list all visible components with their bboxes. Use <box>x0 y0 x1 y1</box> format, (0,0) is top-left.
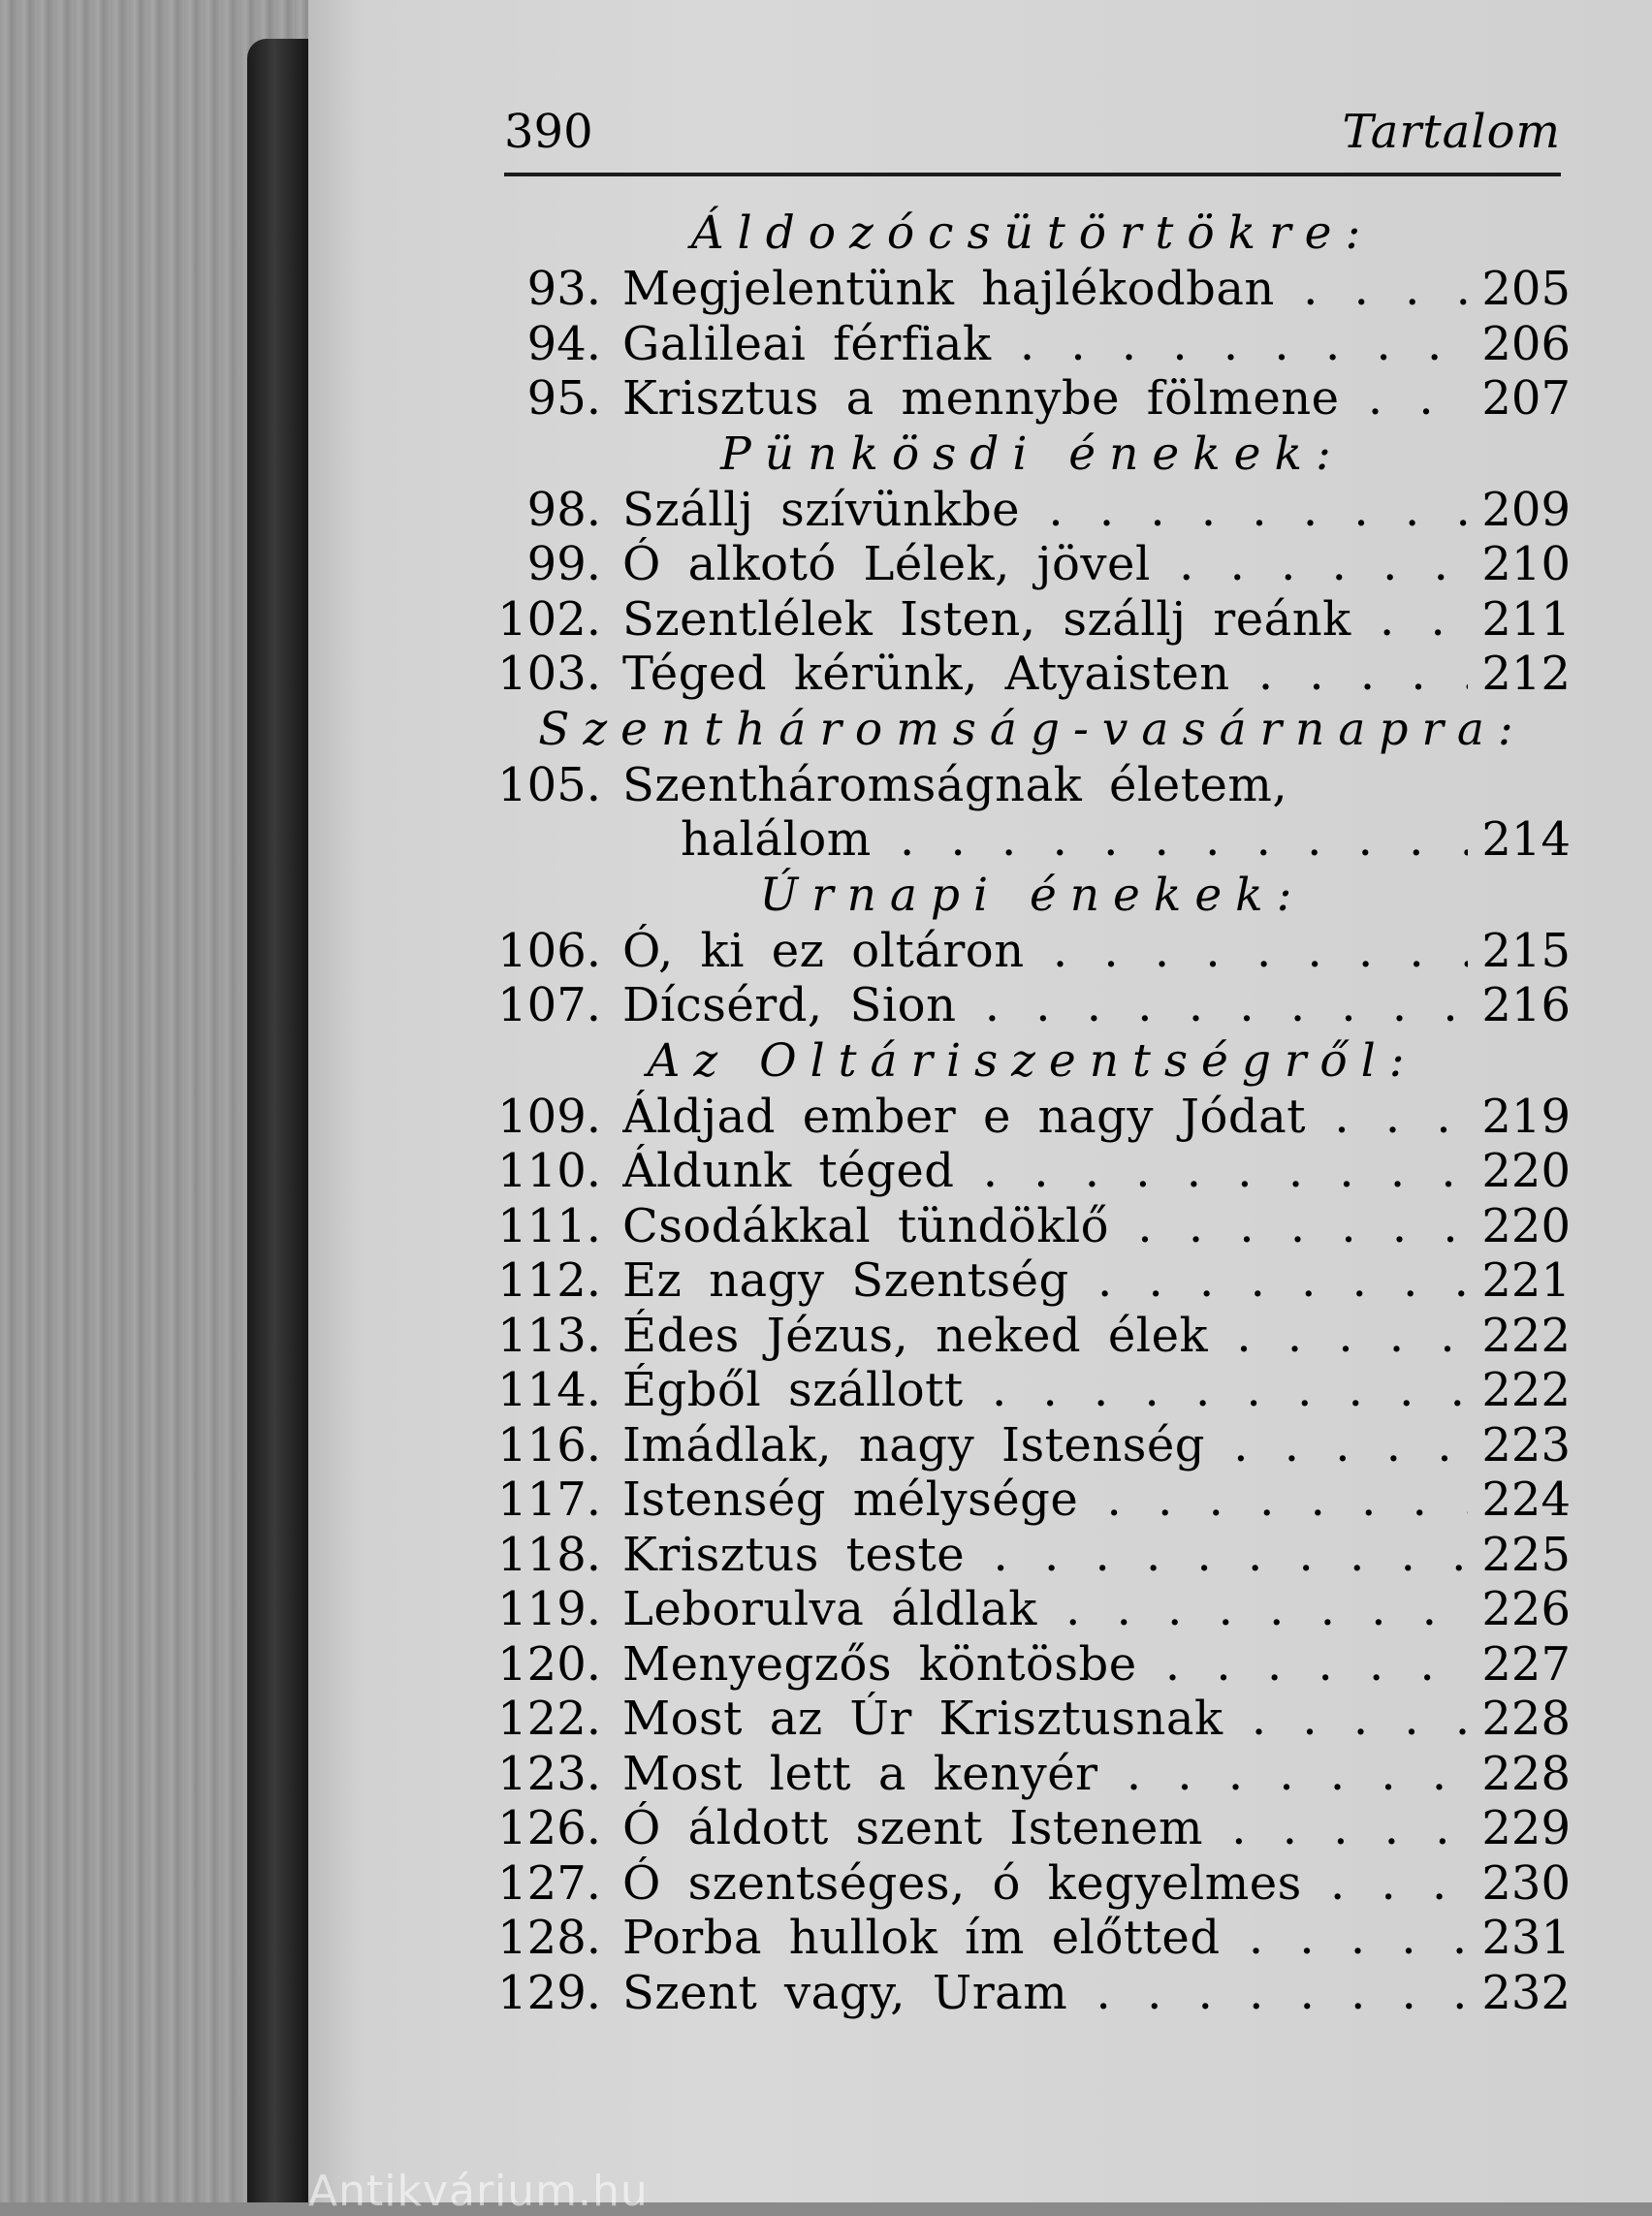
toc-entry <box>494 1144 1571 1199</box>
page-reference: 227 <box>1481 1636 1571 1692</box>
page-reference: 232 <box>1481 1965 1571 2020</box>
page-reference: 206 <box>1481 316 1571 371</box>
hymn-title: Ez nagy Szentség . . . <box>622 1253 1468 1308</box>
hymn-number: 113. <box>497 1308 601 1363</box>
hymn-number: 103. <box>497 647 601 701</box>
hymn-number: 120. <box>497 1636 601 1692</box>
toc-entry <box>494 1637 1571 1693</box>
page-reference: 228 <box>1481 1692 1571 1746</box>
hymn-number: 114. <box>497 1363 601 1417</box>
hymn-number: 116. <box>497 1417 601 1472</box>
page-header <box>504 105 1561 176</box>
hymn-title: Szentlélek Isten, szállj reánk . . . <box>622 592 1468 647</box>
hymn-number: 106. <box>497 923 601 978</box>
toc-entry <box>494 1528 1571 1583</box>
page-reference: 222 <box>1481 1363 1571 1417</box>
toc-entry <box>494 1582 1571 1637</box>
hymn-number: 128. <box>497 1911 601 1965</box>
hymn-title: Menyegzős köntösbe . . . <box>622 1637 1468 1692</box>
hymn-title: Krisztus teste . . . <box>622 1528 1468 1582</box>
hymn-title: Szentháromságnak életem, <box>622 757 1288 812</box>
hymn-title: Csodákkal tündöklő . . . <box>622 1199 1468 1253</box>
hymn-number: 129. <box>497 1965 601 2020</box>
hymn-title: Ó szentséges, ó kegyelmes . . . <box>622 1856 1468 1911</box>
page-reference: 212 <box>1481 647 1571 701</box>
hymn-title: Krisztus a mennybe fölmene . . . <box>622 371 1468 426</box>
hymn-number: 127. <box>497 1855 601 1911</box>
page-reference: 225 <box>1481 1527 1571 1582</box>
toc-entry <box>494 647 1571 702</box>
hymn-number: 123. <box>497 1746 601 1801</box>
table-of-contents <box>494 206 1571 2020</box>
toc-entry <box>494 924 1571 979</box>
hymn-title: Megjelentünk hajlékodban . . . <box>622 262 1468 316</box>
page-reference: 220 <box>1481 1144 1571 1198</box>
page-reference: 215 <box>1481 923 1571 978</box>
page-reference: 214 <box>1481 812 1571 867</box>
page-number: 390 <box>504 105 593 159</box>
hymn-number: 111. <box>497 1198 601 1253</box>
running-title: Tartalom <box>1342 105 1561 159</box>
hymn-number: 110. <box>497 1144 601 1198</box>
hymn-title: Szállj szívünkbe . . . <box>622 483 1468 537</box>
hymn-title-continuation: halálom . . . <box>681 812 1468 867</box>
toc-entry <box>494 483 1571 538</box>
toc-entry <box>494 592 1571 648</box>
toc-entry <box>494 1692 1571 1747</box>
page-reference: 221 <box>1481 1253 1571 1308</box>
page-reference: 211 <box>1481 591 1571 647</box>
hymn-number: 117. <box>497 1472 601 1527</box>
toc-entry <box>494 1472 1571 1528</box>
section-heading: Áldozócsütörtökre: <box>690 206 1375 260</box>
page-reference: 223 <box>1481 1417 1571 1472</box>
page-reference: 222 <box>1481 1308 1571 1363</box>
section-heading: Az Oltáriszentségről: <box>647 1033 1418 1088</box>
toc-entry <box>494 537 1571 592</box>
hymn-title: Szent vagy, Uram . . . <box>622 1966 1468 2020</box>
hymn-number: 118. <box>497 1527 601 1582</box>
toc-entry <box>494 1253 1571 1309</box>
hymn-title: Áldunk téged . . . <box>622 1144 1468 1198</box>
toc-entry <box>494 1747 1571 1802</box>
toc-entry <box>494 1199 1571 1254</box>
hymn-title: Porba hullok ím előtted . . . <box>622 1911 1468 1965</box>
toc-entry <box>494 1309 1571 1364</box>
hymn-title: Égből szállott . . . <box>622 1363 1468 1417</box>
page-reference: 230 <box>1481 1855 1571 1911</box>
page-reference: 210 <box>1481 537 1571 591</box>
toc-entry <box>494 1966 1571 2021</box>
hymn-number: 107. <box>497 978 601 1032</box>
toc-entry-continuation <box>494 812 1571 868</box>
hymn-title: Áldjad ember e nagy Jódat . . . <box>622 1090 1468 1144</box>
page-reference: 209 <box>1481 482 1571 537</box>
hymn-number: 95. <box>526 371 601 426</box>
hymn-number: 98. <box>526 482 601 537</box>
toc-entry <box>494 978 1571 1033</box>
page-reference: 224 <box>1481 1472 1571 1527</box>
toc-entry <box>494 317 1571 372</box>
section-heading: Pünkösdi énekek: <box>720 427 1345 481</box>
hymn-title: Ó, ki ez oltáron . . . <box>622 924 1468 978</box>
page-reference: 207 <box>1481 371 1571 426</box>
hymn-title: Ó áldott szent Istenem . . . <box>622 1801 1468 1855</box>
hymn-number: 119. <box>497 1582 601 1636</box>
section-heading: Úrnapi énekek: <box>759 868 1306 922</box>
hymn-title: Istenség mélysége . . . <box>622 1472 1468 1527</box>
toc-entry <box>494 758 1571 813</box>
book-spine <box>247 39 315 2202</box>
page-reference: 219 <box>1481 1089 1571 1144</box>
hymn-title: Édes Jézus, neked élek . . . <box>622 1309 1468 1363</box>
toc-entry <box>494 1363 1571 1418</box>
page-reference: 228 <box>1481 1746 1571 1801</box>
watermark: Antikvárium.hu <box>308 2167 649 2216</box>
page-reference: 226 <box>1481 1582 1571 1636</box>
hymn-title: Most az Úr Krisztusnak . . . <box>622 1692 1468 1746</box>
hymn-number: 122. <box>497 1692 601 1746</box>
hymn-title: Dícsérd, Sion . . . <box>622 978 1468 1032</box>
page-reference: 220 <box>1481 1198 1571 1253</box>
hymn-number: 99. <box>526 537 601 591</box>
page-reference: 229 <box>1481 1801 1571 1855</box>
hymn-number: 93. <box>526 262 601 316</box>
toc-entry <box>494 371 1571 427</box>
hymn-number: 105. <box>497 757 601 812</box>
hymn-number: 126. <box>497 1801 601 1855</box>
hymn-number: 109. <box>497 1089 601 1144</box>
toc-entry <box>494 1911 1571 1966</box>
hymn-title: Galileai férfiak . . . <box>622 317 1468 371</box>
section-heading: Szentháromság-vasárnapra: <box>538 702 1527 756</box>
hymn-number: 94. <box>526 316 601 371</box>
toc-entry <box>494 1418 1571 1473</box>
toc-entry <box>494 262 1571 317</box>
page-reference: 205 <box>1481 262 1571 316</box>
toc-entry <box>494 1801 1571 1856</box>
page-reference: 216 <box>1481 978 1571 1032</box>
hymn-title: Leborulva áldlak . . . <box>622 1582 1468 1636</box>
hymn-number: 102. <box>497 591 601 647</box>
toc-entry <box>494 1856 1571 1912</box>
page-reference: 231 <box>1481 1911 1571 1965</box>
hymn-title: Ó alkotó Lélek, jövel . . . <box>622 537 1468 591</box>
hymn-title: Most lett a kenyér . . . <box>622 1747 1468 1801</box>
hymn-number: 112. <box>497 1253 601 1308</box>
toc-entry <box>494 1090 1571 1145</box>
hymn-title: Imádlak, nagy Istenség . . . <box>622 1418 1468 1472</box>
hymn-title: Téged kérünk, Atyaisten . . . <box>622 647 1468 701</box>
